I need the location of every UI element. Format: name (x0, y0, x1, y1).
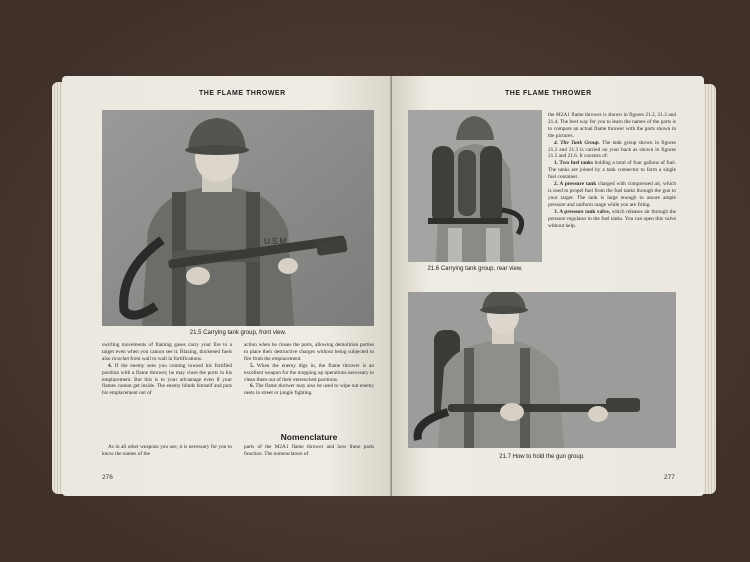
list-item-text: which releases air through the pressure regulator to the fuel tanks. You can open this valve without help. (548, 208, 676, 229)
list-item-lead: 1. Two fuel tanks (554, 160, 594, 167)
text-column-right (548, 112, 676, 278)
paragraph: action when he closes the ports, allowing demolition parties to place their destructive charges without being subjected to fire from the emplacement. (244, 342, 374, 362)
paragraph-text: If the enemy sees you coming toward his fortified position with a flame thrower, he may close the ports in his emplacement. But this is to your advantage even if your flames cannot get inside. The enemy blinds himself and puts his emplacement out of (102, 362, 232, 397)
paragraph-text: When the enemy digs in, the flame thrower is an excellent weapon for the mopping up operations necessary to clean them out of their entrenched positions. (244, 362, 374, 383)
text-column-2-bottom (244, 444, 374, 460)
running-head-left: THE FLAME THROWER (199, 90, 286, 97)
paragraph-number: 5. (250, 362, 254, 369)
list-item (548, 181, 676, 209)
paragraph (244, 383, 374, 397)
photo-front-view (102, 110, 374, 326)
page-number-right: 277 (664, 474, 675, 481)
list-item (548, 160, 676, 181)
paragraph-number: 6. (250, 383, 254, 390)
paragraph: As in all other weapons you use, it is necessary for you to know the names of the (102, 444, 232, 457)
soldier-gun-illustration (408, 292, 676, 448)
paragraph: swirling movements of flaming gases carry your fire to a target even when you cannot see it. Blazing, thickened fuels also ricochet from wall to wall in fortifications. (102, 342, 232, 362)
text-column-2 (244, 342, 374, 438)
page-edges-right (702, 84, 716, 494)
list-item-lead: 3. A pressure tank valve, (554, 208, 611, 215)
paragraph (244, 363, 374, 384)
right-page (392, 76, 704, 496)
text-column-1 (102, 342, 232, 438)
running-head-right: THE FLAME THROWER (505, 90, 592, 97)
left-page (62, 76, 392, 496)
soldier-front-illustration (102, 110, 374, 326)
text-column-1-bottom (102, 444, 232, 460)
paragraph (102, 363, 232, 398)
figure-caption-21-5: 21.5 Carrying tank group, front view. (189, 330, 287, 336)
section-heading-nomenclature: Nomenclature (280, 432, 338, 442)
list-item-text: charged with compressed air, which is used to propel fuel from the fuel tanks through the gun to your target. The tank is large enough to assure ample pressure and uniform range while you are firing. (548, 181, 676, 208)
page-number-left: 276 (102, 474, 113, 481)
paragraph-text: The flame thrower may also be used to wipe out enemy nests in street or jungle fighting. (244, 383, 374, 397)
figure-caption-21-6: 21.6 Carrying tank group, rear view. (427, 266, 523, 272)
paragraph: parts of the M2A1 flame thrower and how these parts function. The nomenclature of (244, 444, 374, 457)
paragraph: the M2A1 flame thrower is shown in figures 21.2, 21.3 and 21.4. The best way for you to learn the names of the parts is to compare an actual flame thrower with the parts shown in the pictures. (548, 112, 676, 139)
list-item-lead: 2. A pressure tank (554, 181, 597, 188)
photo-gun-group (408, 292, 676, 448)
paragraph (548, 140, 676, 161)
paragraph-text: The tank group shown in figures 21.2 and 21.3 is carried on your back as shown in figures 21.5 and 21.6. It consists of: (548, 139, 676, 160)
photo-rear-view (408, 110, 542, 262)
open-book (52, 74, 716, 498)
soldier-rear-illustration (408, 110, 542, 262)
helmet-text: U.S.M. (264, 237, 289, 246)
list-item (548, 209, 676, 230)
figure-caption-21-7: 21.7 How to hold the gun group. (499, 454, 585, 460)
paragraph-number: 4. (108, 362, 112, 369)
subsection-lead: 4. The Tank Group. (554, 139, 600, 146)
list-item-text: holding a total of four gallons of fuel. The tanks are joined by a tank connector to form a single fuel container. (548, 160, 676, 181)
